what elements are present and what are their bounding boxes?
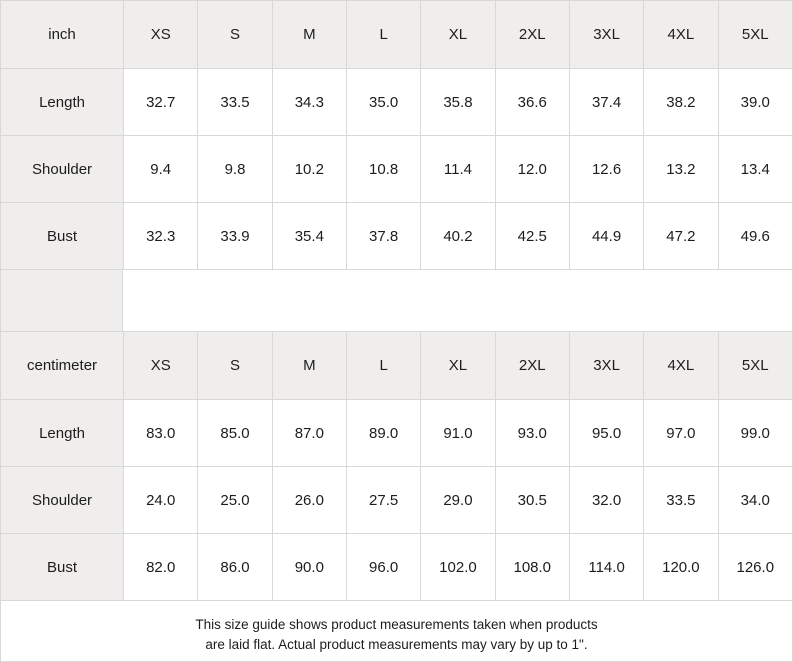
cell-bust-4xl: 120.0	[644, 534, 718, 601]
table-row	[1, 203, 793, 270]
size-header-5xl: 5XL	[718, 1, 792, 69]
cell-length-s: 33.5	[198, 69, 272, 136]
cell-bust-4xl: 47.2	[644, 203, 718, 270]
cell-length-s: 85.0	[198, 400, 272, 467]
unit-label-centimeter: centimeter	[1, 332, 124, 400]
cell-bust-s: 33.9	[198, 203, 272, 270]
table-header-row	[1, 332, 793, 400]
cell-shoulder-4xl: 13.2	[644, 136, 718, 203]
size-table-centimeter	[0, 331, 793, 601]
cell-bust-5xl: 126.0	[718, 534, 792, 601]
measure-label-shoulder: Shoulder	[1, 467, 124, 534]
cell-bust-xl: 40.2	[421, 203, 495, 270]
cell-shoulder-xl: 11.4	[421, 136, 495, 203]
cell-shoulder-5xl: 34.0	[718, 467, 792, 534]
cell-shoulder-5xl: 13.4	[718, 136, 792, 203]
measure-label-length: Length	[1, 69, 124, 136]
size-header-xl: XL	[421, 1, 495, 69]
cell-length-m: 87.0	[272, 400, 346, 467]
cell-length-xs: 32.7	[124, 69, 198, 136]
cell-shoulder-m: 26.0	[272, 467, 346, 534]
cell-bust-2xl: 108.0	[495, 534, 569, 601]
cell-shoulder-s: 9.8	[198, 136, 272, 203]
measure-label-bust: Bust	[1, 203, 124, 270]
size-header-3xl: 3XL	[569, 332, 643, 400]
size-header-m: M	[272, 1, 346, 69]
size-header-xl: XL	[421, 332, 495, 400]
cell-shoulder-4xl: 33.5	[644, 467, 718, 534]
size-header-4xl: 4XL	[644, 332, 718, 400]
cell-shoulder-2xl: 30.5	[495, 467, 569, 534]
size-table-inch	[0, 0, 793, 270]
cell-bust-xl: 102.0	[421, 534, 495, 601]
cell-shoulder-m: 10.2	[272, 136, 346, 203]
cell-bust-m: 90.0	[272, 534, 346, 601]
cell-bust-m: 35.4	[272, 203, 346, 270]
cell-shoulder-s: 25.0	[198, 467, 272, 534]
size-header-4xl: 4XL	[644, 1, 718, 69]
cell-bust-2xl: 42.5	[495, 203, 569, 270]
table-row	[1, 136, 793, 203]
size-header-s: S	[198, 1, 272, 69]
cell-length-xl: 91.0	[421, 400, 495, 467]
cell-shoulder-2xl: 12.0	[495, 136, 569, 203]
size-header-5xl: 5XL	[718, 332, 792, 400]
cell-length-4xl: 97.0	[644, 400, 718, 467]
cell-length-2xl: 93.0	[495, 400, 569, 467]
table-row	[1, 467, 793, 534]
cell-length-3xl: 95.0	[569, 400, 643, 467]
cell-length-2xl: 36.6	[495, 69, 569, 136]
cell-length-l: 89.0	[346, 400, 420, 467]
note-line-2: are laid flat. Actual product measurements may vary by up to 1".	[205, 636, 588, 652]
separator-right-block	[123, 270, 792, 331]
size-header-l: L	[346, 332, 420, 400]
cell-bust-l: 37.8	[346, 203, 420, 270]
cell-shoulder-xs: 24.0	[124, 467, 198, 534]
cell-shoulder-3xl: 32.0	[569, 467, 643, 534]
size-header-m: M	[272, 332, 346, 400]
cell-shoulder-l: 27.5	[346, 467, 420, 534]
cell-length-4xl: 38.2	[644, 69, 718, 136]
cell-bust-l: 96.0	[346, 534, 420, 601]
size-header-s: S	[198, 332, 272, 400]
cell-length-3xl: 37.4	[569, 69, 643, 136]
size-header-2xl: 2XL	[495, 1, 569, 69]
measure-label-shoulder: Shoulder	[1, 136, 124, 203]
table-row	[1, 69, 793, 136]
size-guide-note	[0, 601, 793, 662]
cell-bust-5xl: 49.6	[718, 203, 792, 270]
note-line-1: This size guide shows product measurements taken when products	[195, 617, 598, 632]
table-header-row	[1, 1, 793, 69]
size-header-xs: XS	[124, 1, 198, 69]
size-header-2xl: 2XL	[495, 332, 569, 400]
cell-length-xl: 35.8	[421, 69, 495, 136]
cell-length-m: 34.3	[272, 69, 346, 136]
cell-bust-xs: 82.0	[124, 534, 198, 601]
measure-label-length: Length	[1, 400, 124, 467]
cell-shoulder-3xl: 12.6	[569, 136, 643, 203]
cell-bust-3xl: 44.9	[569, 203, 643, 270]
table-row	[1, 400, 793, 467]
cell-length-xs: 83.0	[124, 400, 198, 467]
cell-bust-3xl: 114.0	[569, 534, 643, 601]
cell-length-l: 35.0	[346, 69, 420, 136]
cell-bust-xs: 32.3	[124, 203, 198, 270]
measure-label-bust: Bust	[1, 534, 124, 601]
cell-length-5xl: 39.0	[718, 69, 792, 136]
cell-shoulder-xl: 29.0	[421, 467, 495, 534]
cell-shoulder-l: 10.8	[346, 136, 420, 203]
cell-length-5xl: 99.0	[718, 400, 792, 467]
size-header-l: L	[346, 1, 420, 69]
table-separator	[0, 270, 793, 331]
cell-bust-s: 86.0	[198, 534, 272, 601]
size-header-3xl: 3XL	[569, 1, 643, 69]
cell-shoulder-xs: 9.4	[124, 136, 198, 203]
unit-label-inch: inch	[1, 1, 124, 69]
table-row	[1, 534, 793, 601]
separator-left-block	[1, 270, 123, 331]
size-header-xs: XS	[124, 332, 198, 400]
